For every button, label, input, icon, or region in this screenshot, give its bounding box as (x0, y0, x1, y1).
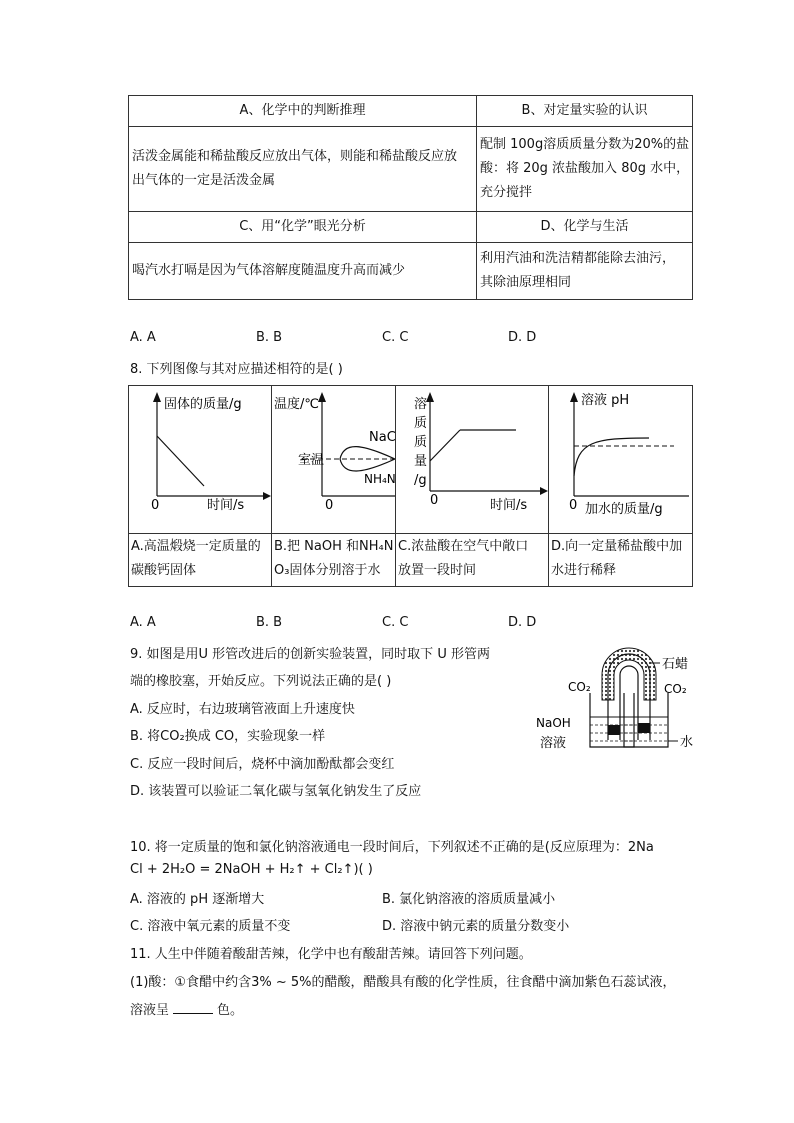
q11-part2-suffix: 色。 (217, 1003, 244, 1018)
q7-cell-a-line2: 出气体的一定是活泼金属 (132, 173, 276, 188)
q10-stem-line1: 10. 将一定质量的饱和氯化钠溶液通电一段时间后，下列叙述不正确的是(反应原理为：2Na (130, 840, 654, 855)
q7-cell-b-line3: 充分搅拌 (480, 185, 533, 200)
q9-option-d[interactable]: D. 该装置可以验证二氧化碳与氢氧化钠发生了反应 (130, 784, 422, 799)
graph-a-ylabel: 固体的质量/g (164, 397, 242, 412)
caption-b-line1: B.把 NaOH 和NH₄N (274, 539, 393, 554)
graph-d-origin: 0 (569, 498, 578, 513)
q8-stem: 8. 下列图像与其对应描述相符的是( ) (130, 362, 343, 377)
caption-d-line1: D.向一定量稀盐酸中加 (551, 539, 683, 554)
caption-b-line2: O₃固体分别溶于水 (274, 563, 381, 578)
fig-solution-label: 溶液 (540, 736, 567, 751)
u-tube-apparatus-figure (532, 645, 712, 760)
fig-naoh-label: NaOH (536, 716, 571, 730)
q7-cell-d-line2: 其除油原理相同 (480, 275, 572, 290)
fig-paraffin-label: 石蜡 (662, 657, 689, 672)
graph-c-ylabel-1: 溶 (414, 397, 428, 412)
q9-option-b[interactable]: B. 将CO₂换成 CO，实验现象一样 (130, 729, 326, 744)
graph-d-xlabel: 加水的质量/g (585, 502, 663, 517)
caption-c (396, 534, 549, 587)
q7-cell-b-line1: 配制 100g溶质质量分数为20%的盐 (480, 137, 689, 152)
graph-b-cell (272, 386, 396, 534)
graph-b-ylabel: 温度/℃ (274, 397, 319, 412)
q7-cell-b (477, 127, 693, 212)
graph-a (129, 386, 271, 529)
fig-water-label: 水 (680, 735, 694, 750)
q9-stem-line2: 端的橡胶塞，开始反应。下列说法正确的是( ) (130, 674, 392, 689)
caption-a-line2: 碳酸钙固体 (131, 563, 197, 578)
q11-part1: (1)酸：①食醋中约含3% ~ 5%的醋酸，醋酸具有酸的化学性质，往食醋中滴加紫色石蕊试液， (130, 975, 676, 990)
q7-table (128, 95, 693, 300)
q11-stem: 11. 人生中伴随着酸甜苦辣，化学中也有酸甜苦辣。请回答下列问题。 (130, 947, 532, 962)
q7-option-a[interactable]: A. A (130, 330, 156, 345)
graph-a-cell (129, 386, 272, 534)
q7-cell-d (477, 243, 693, 300)
caption-b (272, 534, 396, 587)
caption-d (549, 534, 693, 587)
graph-b-room-label: 室温 (298, 453, 325, 468)
graph-c-cell (396, 386, 549, 534)
q7-cell-b-line2: 酸：将 20g 浓盐酸加入 80g 水中， (480, 161, 689, 176)
graph-c-ylabel-3: 质 (414, 435, 428, 450)
q7-option-c[interactable]: C. C (382, 330, 409, 345)
graph-b (272, 386, 395, 529)
caption-a (129, 534, 272, 587)
graph-c-ylabel-4: 量 (414, 454, 428, 469)
q11-answer-blank[interactable] (173, 1001, 213, 1014)
q10-option-a[interactable]: A. 溶液的 pH 逐渐增大 (130, 892, 265, 907)
q7-option-b[interactable]: B. B (256, 330, 283, 345)
graph-b-naoh-label: NaC (369, 430, 395, 445)
graph-b-origin: 0 (325, 498, 334, 513)
graph-c-xlabel: 时间/s (490, 498, 528, 513)
q7-cell-a (129, 127, 477, 212)
q8-graph-table (128, 385, 693, 587)
graph-d (549, 386, 692, 529)
q8-option-d[interactable]: D. D (508, 615, 537, 630)
q9-option-a[interactable]: A. 反应时，右边玻璃管液面上升速度快 (130, 702, 355, 717)
graph-c-ylabel-5: /g (414, 473, 427, 488)
q7-header-b: B、对定量实验的认识 (477, 96, 693, 127)
graph-b-nh4no3-label: NH₄N (364, 472, 395, 486)
q9-stem-line1: 9. 如图是用U 形管改进后的创新实验装置，同时取下 U 形管两 (130, 647, 490, 662)
q8-option-b[interactable]: B. B (256, 615, 283, 630)
graph-a-origin: 0 (151, 498, 160, 513)
fig-co2-left-label: CO₂ (568, 680, 591, 694)
q10-option-c[interactable]: C. 溶液中氧元素的质量不变 (130, 919, 291, 934)
caption-a-line1: A.高温煅烧一定质量的 (131, 539, 261, 554)
caption-d-line2: 水进行稀释 (551, 563, 617, 578)
caption-c-line1: C.浓盐酸在空气中敞口 (398, 539, 529, 554)
q7-cell-d-line1: 利用汽油和洗洁精都能除去油污， (480, 251, 676, 266)
graph-c-ylabel-2: 质 (414, 416, 428, 431)
q10-option-d[interactable]: D. 溶液中钠元素的质量分数变小 (382, 919, 570, 934)
graph-c (396, 386, 548, 529)
graph-c-origin: 0 (430, 493, 439, 508)
q7-header-d: D、化学与生活 (477, 212, 693, 243)
q7-option-d[interactable]: D. D (508, 330, 537, 345)
q7-header-c: C、用“化学”眼光分析 (129, 212, 477, 243)
q11-part2-prefix: 溶液呈 (130, 1003, 170, 1018)
fig-co2-right-label: CO₂ (664, 682, 687, 696)
q10-stem-line2: Cl + 2H₂O = 2NaOH + H₂↑ + Cl₂↑)( ) (130, 862, 373, 877)
caption-c-line2: 放置一段时间 (398, 563, 477, 578)
graph-d-ylabel: 溶液 pH (581, 393, 630, 408)
q8-option-a[interactable]: A. A (130, 615, 156, 630)
q9-option-c[interactable]: C. 反应一段时间后，烧杯中滴加酚酞都会变红 (130, 757, 395, 772)
q11-part2 (130, 999, 243, 1018)
q8-option-c[interactable]: C. C (382, 615, 409, 630)
graph-d-cell (549, 386, 693, 534)
q7-cell-a-line1: 活泼金属能和稀盐酸反应放出气体，则能和稀盐酸反应放 (132, 149, 458, 164)
graph-a-xlabel: 时间/s (207, 498, 245, 513)
q10-option-b[interactable]: B. 氯化钠溶液的溶质质量减小 (382, 892, 556, 907)
q7-header-a: A、化学中的判断推理 (129, 96, 477, 127)
q7-cell-c: 喝汽水打嗝是因为气体溶解度随温度升高而减少 (129, 243, 477, 300)
